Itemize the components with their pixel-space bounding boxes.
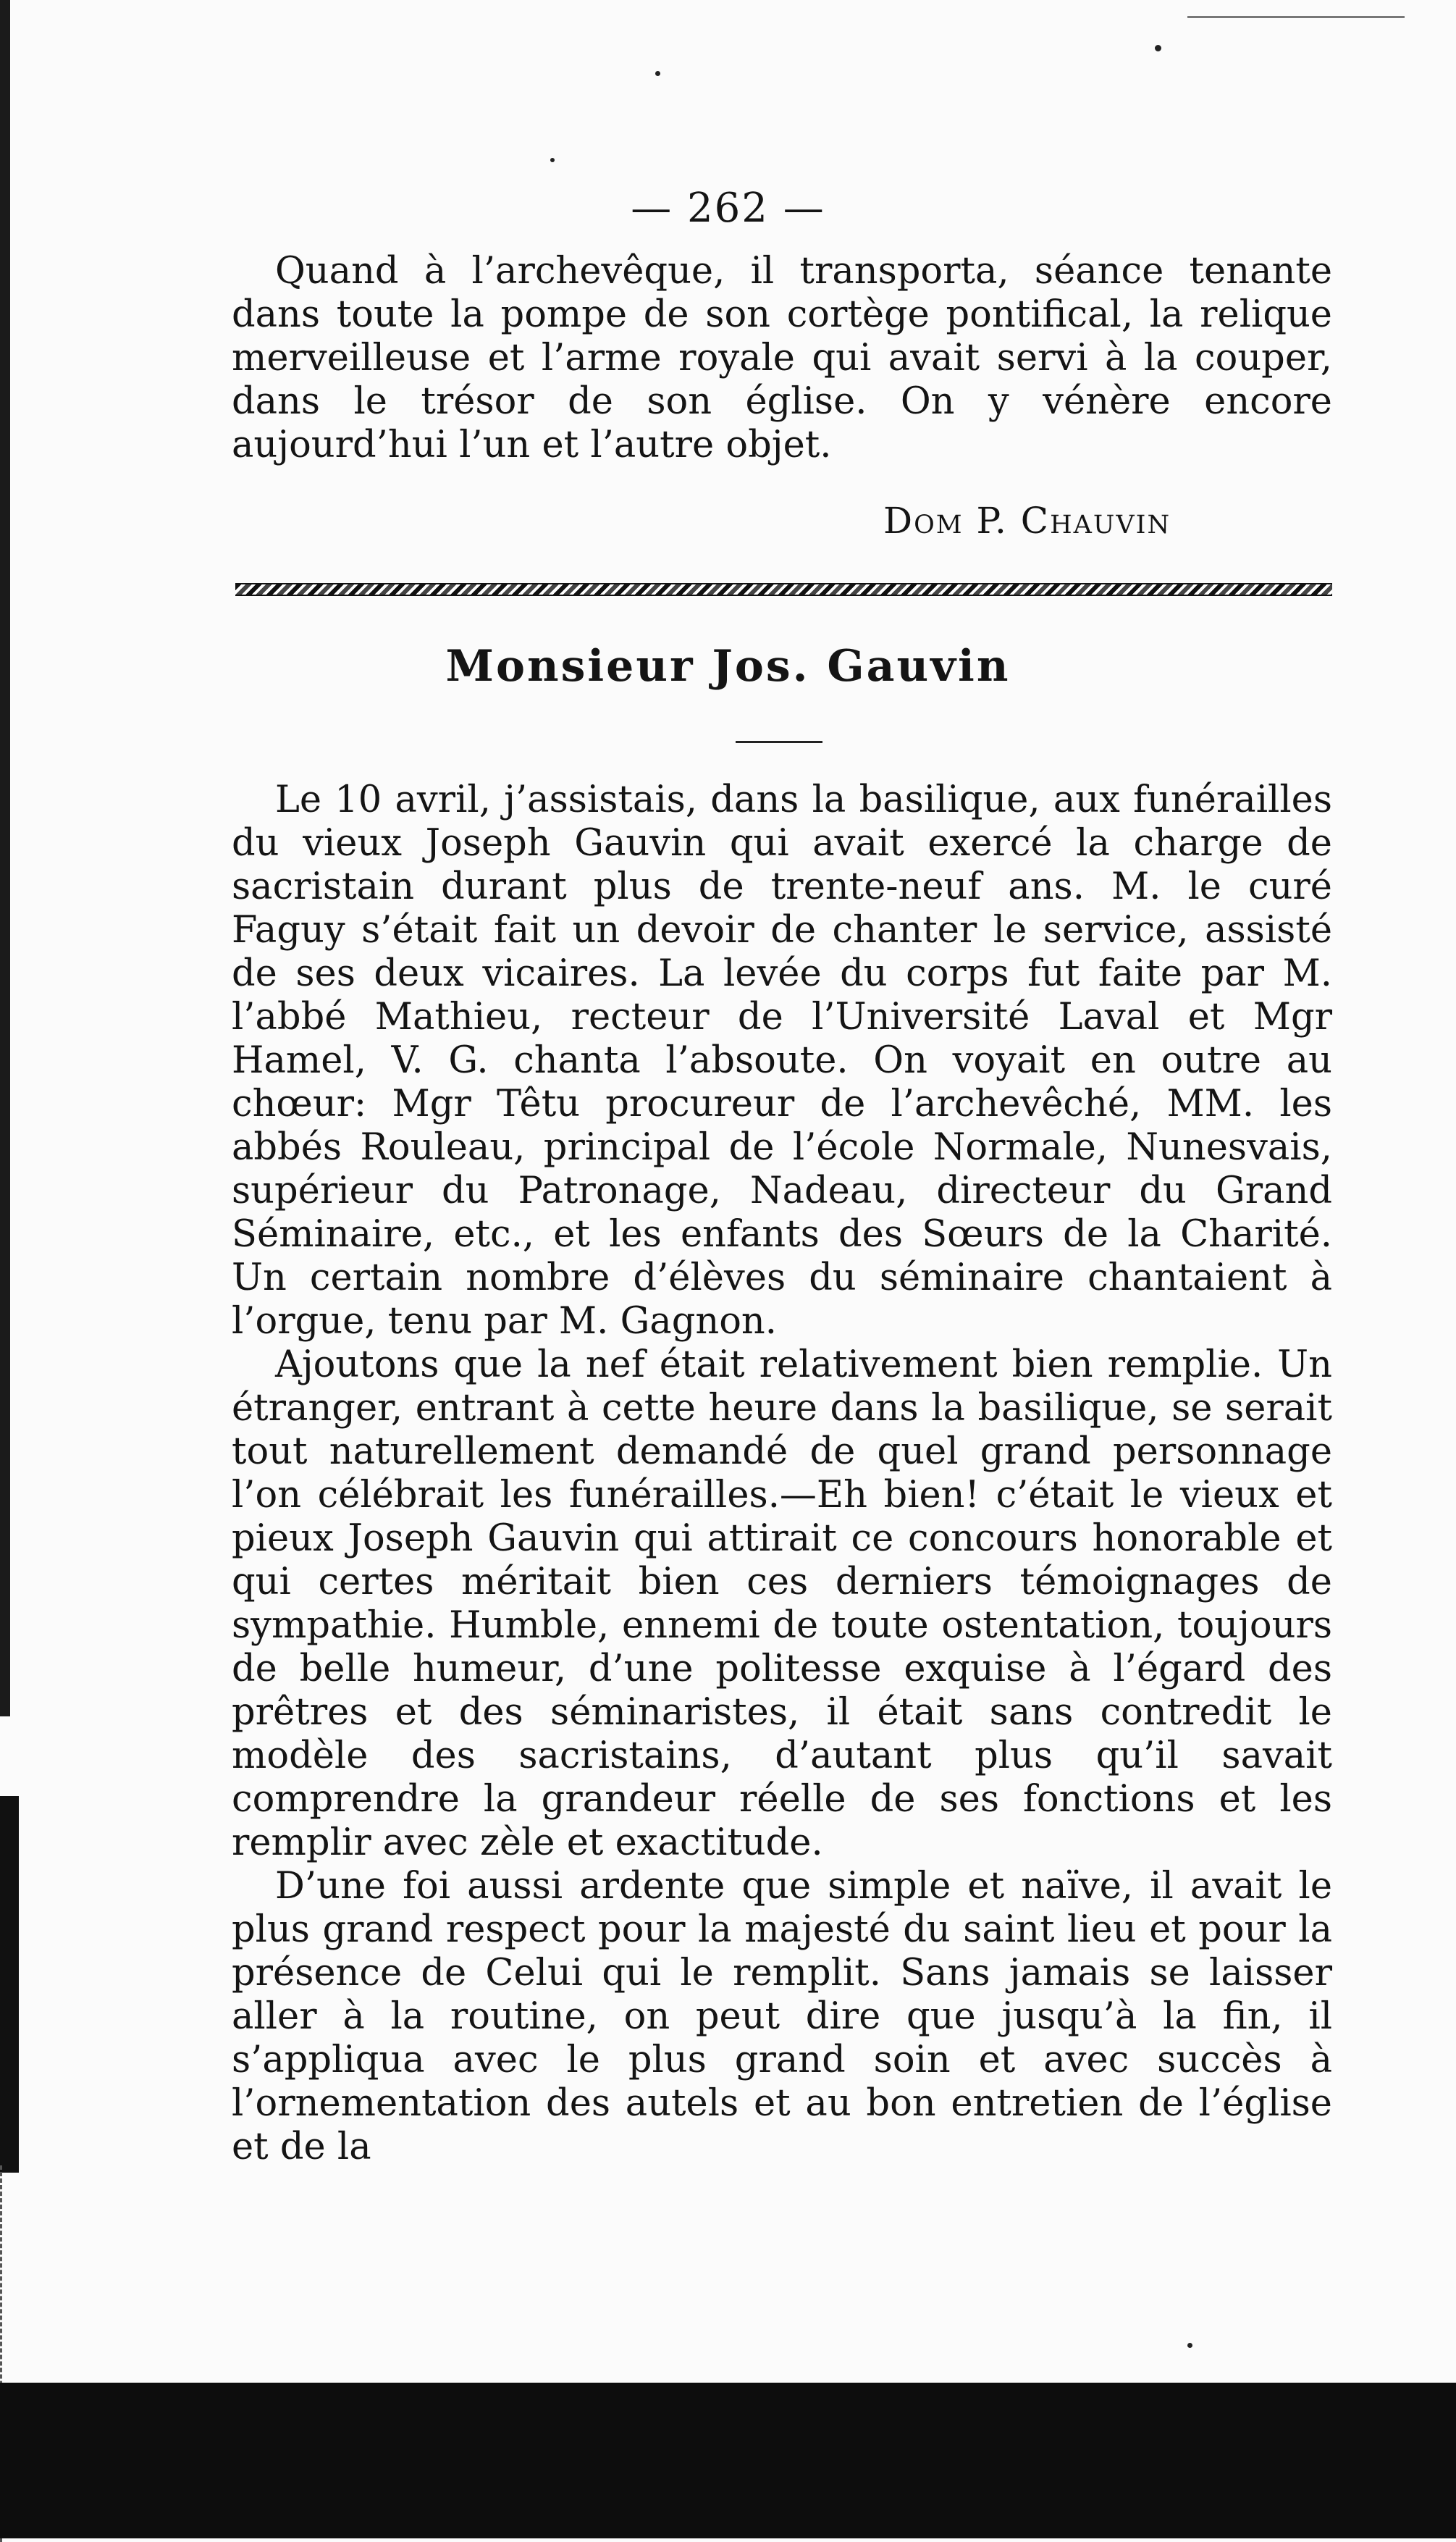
section-title: Monsieur Jos. Gauvin: [445, 641, 1011, 692]
body-paragraph: Ajoutons que la nef était relativement bien remplie. Un étranger, entrant à cette heure dans la basilique, se serait tout naturellement demandé de quel grand personnage l’on célébrait les funérailles.—Eh bien! c’était le vieux et pieux Joseph Gauvin qui attirait ce concours honorable et qui certes méritait bien ces derniers témoignages de sympathie. Humble, ennemi de toute ostentation, toujours de belle humeur, d’une politesse exquise à l’égard des prêtres et des séminaristes, il était sans contredit le modèle des sacristains, d’autant plus qu’il savait comprendre la grandeur réelle de ses fonctions et les remplir avec zèle et exactitude.: [232, 1343, 1332, 1864]
author-signature: Dom P. Chauvin: [883, 500, 1171, 542]
scan-edge-left: [0, 0, 10, 1716]
title-rule: [736, 741, 822, 743]
body-paragraph: D’une foi aussi ardente que simple et naïve, il avait le plus grand respect pour la majesté du saint lieu et pour la présence de Celui qui le remplit. Sans jamais se laisser aller à la routine, on peut dire que jusqu’à la fin, il s’appliqua avec le plus grand soin et avec succès à l’ornementation des autels et au bon entretien de l’église et de la: [232, 1865, 1332, 2168]
scan-top-dash: [1187, 16, 1405, 18]
scan-speck: [550, 158, 555, 162]
body-paragraph: Le 10 avril, j’assistais, dans la basilique, aux funérailles du vieux Joseph Gauvin qui avait exercé la charge de sacristain durant plus de trente-neuf ans. M. le curé Faguy s’était fait un devoir de chanter le service, assisté de ses deux vicaires. La levée du corps fut faite par M. l’abbé Mathieu, recteur de l’Université Laval et Mgr Hamel, V. G. chanta l’absoute. On voyait en outre au chœur: Mgr Têtu procureur de l’archevêché, MM. les abbés Rouleau, principal de l’école Normale, Nunesvais, supérieur du Patronage, Nadeau, directeur du Grand Séminaire, etc., et les enfants des Sœurs de la Charité. Un certain nombre d’élèves du séminaire chantaient à l’orgue, tenu par M. Gagnon.: [232, 779, 1332, 1343]
scan-speck: [1187, 2343, 1192, 2348]
scan-speck: [1155, 45, 1161, 51]
scan-speck: [655, 71, 660, 76]
scan-edge-mark: [0, 1796, 19, 2173]
intro-text: [232, 250, 1332, 467]
page-number: — 262 —: [631, 185, 825, 232]
intro-paragraph: Quand à l’archevêque, il transporta, séance tenante dans toute la pompe de son cortège pontifical, la relique merveilleuse et l’arme royale qui avait servi à la couper, dans le trésor de son église. On y vénère encore aujourd’hui l’un et l’autre objet.: [232, 250, 1332, 466]
scan-bottom-band: [0, 2383, 1456, 2538]
article-body: [232, 779, 1332, 2169]
ornamental-divider: [235, 583, 1332, 596]
